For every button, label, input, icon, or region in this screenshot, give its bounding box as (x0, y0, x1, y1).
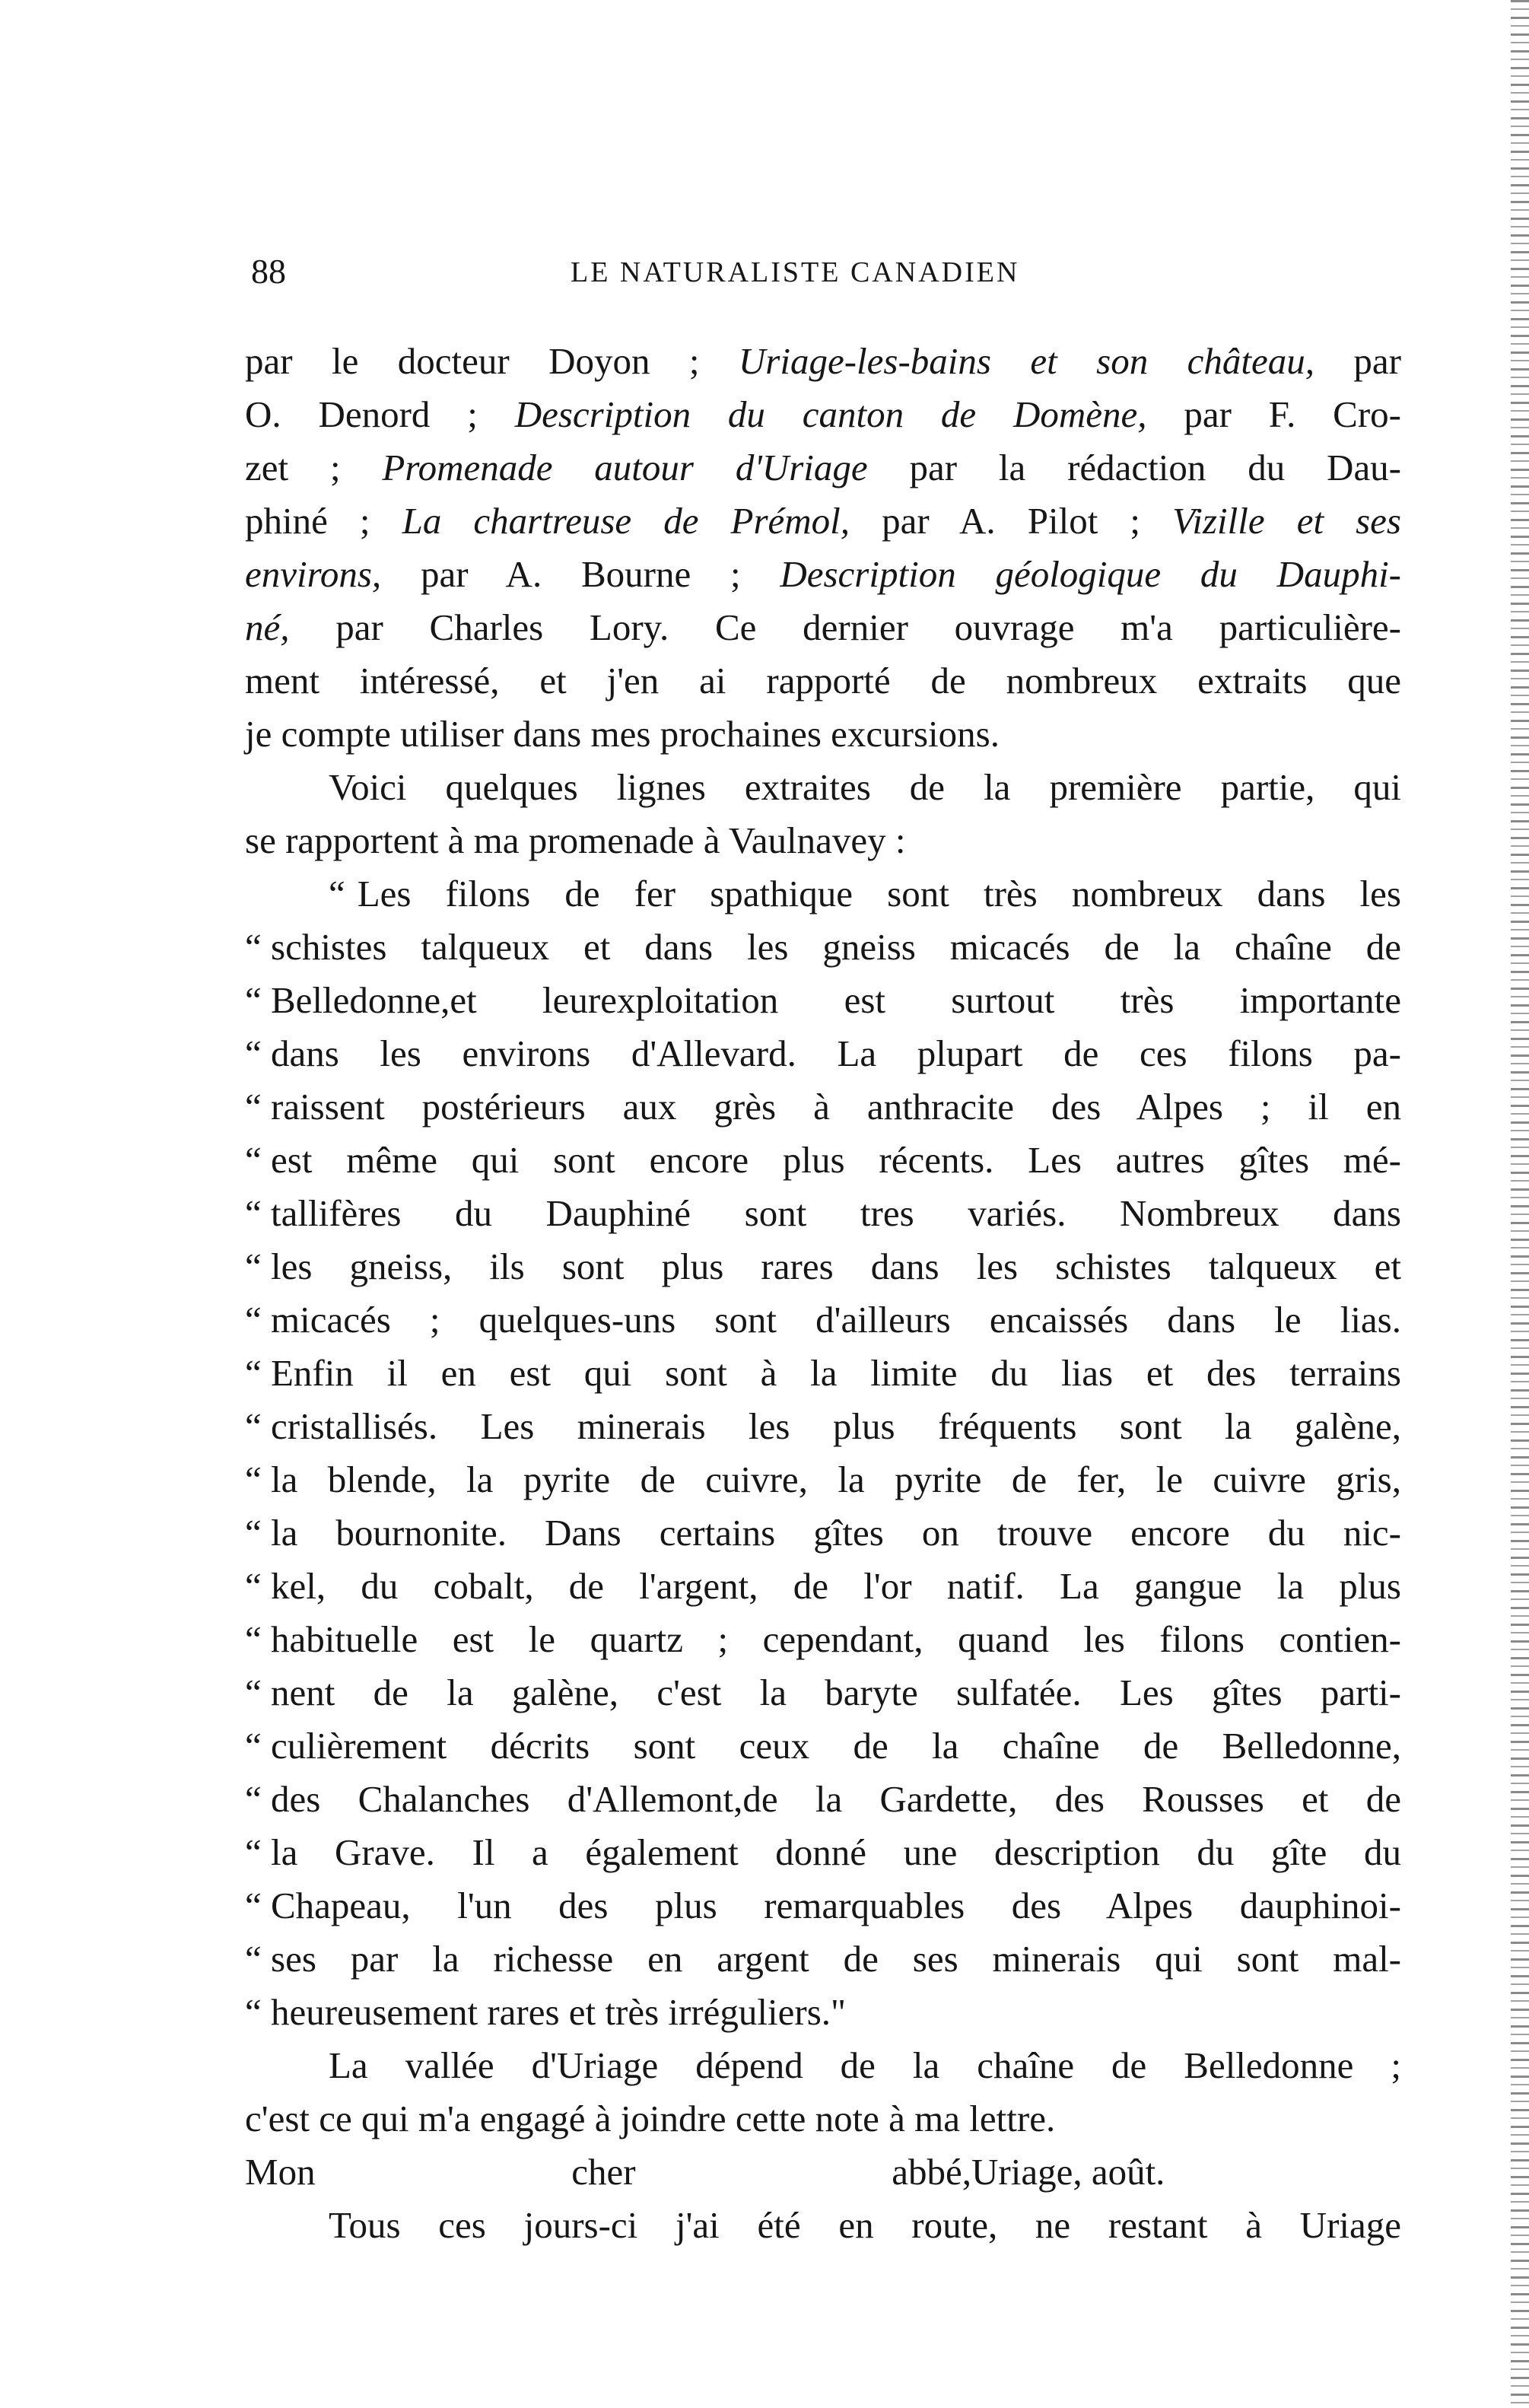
quote-line (245, 1240, 1401, 1293)
quote-text: la Grave. Il a également donné une description du gîte du (271, 1831, 1401, 1873)
page-body (245, 335, 1401, 2252)
quote-mark: “ (245, 1192, 262, 1234)
quote-mark: “ (245, 1565, 262, 1607)
quote-line (245, 1453, 1401, 1506)
quote-text: la bournonite. Dans certains gîtes on trouve encore du nic- (271, 1512, 1401, 1554)
text-run: par la rédaction du Dau- (867, 447, 1402, 488)
quote-mark: “ (245, 1139, 262, 1181)
italic-title: Description du canton de Domène, (514, 393, 1147, 435)
quote-text: Les filons de fer spathique sont très nombreux dans les (357, 873, 1401, 915)
quote-text: ses par la richesse en argent de ses minerais qui sont mal- (271, 1938, 1401, 1980)
text-run: par Charles Lory. Ce dernier ouvrage m'a particulière- (289, 606, 1401, 648)
quote-mark: “ (245, 1245, 262, 1287)
quote-text: nent de la galène, c'est la baryte sulfatée. Les gîtes parti- (271, 1672, 1401, 1713)
text-run: par le docteur Doyon ; (245, 340, 739, 382)
text-line: Voici quelques lignes extraites de la première partie, qui (329, 766, 1401, 808)
quote-text: des Chalanches d'Allemont,de la Gardette, des Rousses et de (271, 1778, 1401, 1820)
text-line (245, 654, 1401, 708)
quote-line (245, 1506, 1401, 1560)
quote-line (245, 1080, 1401, 1134)
quote-mark: “ (245, 1405, 262, 1447)
letter-first-line: Tous ces jours-ci j'ai été en route, ne restant à Uriage (329, 2204, 1401, 2246)
text-run: O. Denord ; (245, 393, 515, 435)
quote-line (245, 1719, 1401, 1773)
text-line (245, 708, 1401, 761)
text-run: zet ; (245, 447, 383, 488)
text-run: je compte utiliser dans mes prochaines excursions. (245, 713, 1000, 755)
quote-line (245, 1027, 1401, 1080)
letter-heading (245, 2146, 1401, 2199)
quote-text: cristallisés. Les minerais les plus fréquents sont la galène, (271, 1405, 1401, 1447)
text-run: par A. Pilot ; (850, 500, 1173, 542)
italic-title: Vizille et ses (1172, 500, 1401, 542)
quote-mark: “ (245, 1778, 262, 1820)
quote-line (245, 1613, 1401, 1666)
quote-mark: “ (245, 1672, 262, 1713)
quote-line (245, 1932, 1401, 1986)
page-header (251, 251, 1392, 297)
page-edge-shadow (1511, 0, 1529, 2408)
page-number: 88 (251, 252, 286, 291)
quote-text: les gneiss, ils sont plus rares dans les schistes talqueux et (271, 1245, 1401, 1287)
text-line (245, 495, 1401, 548)
quote-mark: “ (245, 1352, 262, 1394)
quote-line (245, 1400, 1401, 1453)
quote-text: dans les environs d'Allevard. La plupart de ces filons pa- (271, 1032, 1401, 1074)
text-run: ment intéressé, et j'en ai rapporté de nombreux extraits que (245, 660, 1401, 701)
text-line: c'est ce qui m'a engagé à joindre cette note à ma lettre. (245, 2098, 1056, 2139)
quote-mark: “ (245, 1458, 262, 1500)
running-title: LE NATURALISTE CANADIEN (571, 256, 1020, 288)
quote-line (245, 1293, 1401, 1347)
quote-mark: “ (245, 926, 262, 968)
quote-text: habituelle est le quartz ; cependant, quand les filons contien- (271, 1618, 1401, 1660)
quote-text: micacés ; quelques-uns sont d'ailleurs encaissés dans le lias. (271, 1299, 1401, 1341)
quote-mark: “ (245, 1885, 262, 1926)
quote-line (245, 1347, 1401, 1400)
quote-line (245, 1560, 1401, 1613)
quote-line (245, 974, 1401, 1027)
quote-text: heureusement rares et très irréguliers." (271, 1991, 847, 2033)
italic-title: environs, (245, 553, 382, 595)
quote-line (245, 1879, 1401, 1932)
quote-mark: “ (245, 1086, 262, 1128)
text-run: par (1314, 340, 1401, 382)
quote-text: la blende, la pyrite de cuivre, la pyrite de fer, le cuivre gris, (271, 1458, 1401, 1500)
italic-title: Description géologique du Dauphi- (780, 553, 1401, 595)
text-line: La vallée d'Uriage dépend de la chaîne de Belledonne ; (329, 2044, 1401, 2086)
quote-mark: “ (245, 1512, 262, 1554)
quote-text: kel, du cobalt, de l'argent, de l'or natif. La gangue la plus (271, 1565, 1401, 1607)
text-run: par A. Bourne ; (381, 553, 780, 595)
text-line: se rapportent à ma promenade à Vaulnavey : (245, 819, 906, 861)
quote-text: Chapeau, l'un des plus remarquables des Alpes dauphinoi- (271, 1885, 1401, 1926)
text-line (245, 548, 1401, 601)
text-line (245, 601, 1401, 654)
quote-text: schistes talqueux et dans les gneiss micacés de la chaîne de (271, 926, 1401, 968)
paragraph-valley (245, 2039, 1401, 2146)
quote-text: est même qui sont encore plus récents. Les autres gîtes mé- (271, 1139, 1401, 1181)
text-run: par F. Cro- (1146, 393, 1401, 435)
quote-mark: “ (245, 1725, 262, 1767)
quote-mark: “ (245, 1938, 262, 1980)
quote-text: Enfin il en est qui sont à la limite du lias et des terrains (271, 1352, 1401, 1394)
text-line (245, 441, 1401, 495)
italic-title: Promenade autour d'Uriage (382, 447, 868, 488)
quote-line (245, 1134, 1401, 1187)
italic-title: né, (245, 606, 290, 648)
text-line (245, 388, 1401, 441)
quote-mark: “ (245, 1299, 262, 1341)
quote-mark: “ (329, 873, 345, 915)
quote-mark: “ (245, 1032, 262, 1074)
text-line (245, 335, 1401, 388)
salutation: Mon cher abbé, (245, 2151, 971, 2193)
quote-line (245, 1826, 1401, 1879)
block-quotation (245, 867, 1401, 2039)
paragraph-intro-quote (245, 761, 1401, 867)
quote-line (245, 921, 1401, 974)
quote-line (245, 1187, 1401, 1240)
text-run: phiné ; (245, 500, 402, 542)
quote-line (245, 1666, 1401, 1719)
quote-text: raissent postérieurs aux grès à anthracite des Alpes ; il en (271, 1086, 1401, 1128)
italic-title: Uriage-les-bains et son château, (738, 340, 1315, 382)
quote-text: Belledonne,et leurexploitation est surtout très importante (271, 979, 1401, 1021)
paragraph-bibliography (245, 335, 1401, 761)
quote-mark: “ (245, 979, 262, 1021)
quote-mark: “ (245, 1618, 262, 1660)
italic-title: La chartreuse de Prémol, (402, 500, 850, 542)
quote-text: tallifères du Dauphiné sont tres variés. Nombreux dans (271, 1192, 1401, 1234)
quote-line (245, 867, 1401, 921)
quote-line (245, 1773, 1401, 1826)
quote-line (245, 1986, 1401, 2039)
quote-mark: “ (245, 1991, 262, 2033)
quote-mark: “ (245, 1831, 262, 1873)
quote-text: culièrement décrits sont ceux de la chaîne de Belledonne, (271, 1725, 1401, 1767)
place-date: Uriage, août. (971, 2151, 1165, 2193)
